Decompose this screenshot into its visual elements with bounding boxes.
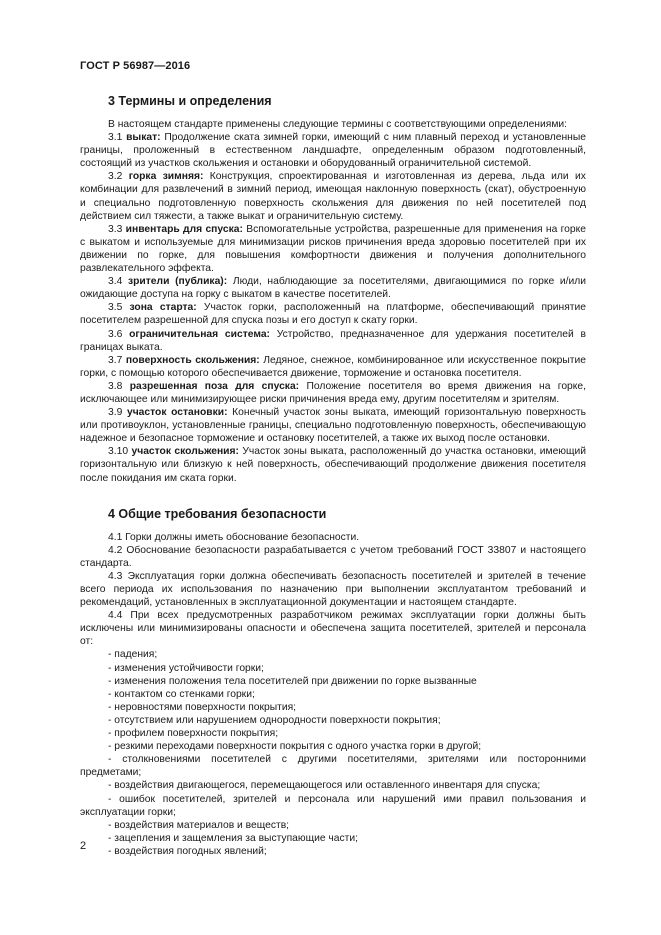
term-text: Участок зоны выката, расположенный до участка остановки, имеющий горизонтальную или близкую к ней поверхность, обеспечивающий продолжение движения посетителя после покидания им ската горки. bbox=[80, 446, 586, 484]
paragraph: 4.4 При всех предусмотренных разработчиком режимах эксплуатации горки должны быть исключены или минимизированы опасности и обеспечена защита посетителей, зрителей и персонала от: bbox=[80, 610, 586, 648]
page-number: 2 bbox=[80, 840, 87, 852]
list-item: - столкновениями посетителей с другими посетителями, зрителями или посторонними предметами; bbox=[80, 754, 586, 779]
list-item: - отсутствием или нарушением однородности поверхности покрытия; bbox=[108, 714, 441, 726]
term-name: инвентарь для спуска: bbox=[125, 223, 243, 235]
term-number: 3.4 bbox=[108, 276, 123, 288]
term-name: разрешенная поза для спуска: bbox=[129, 380, 300, 392]
list-item: - изменения устойчивости горки; bbox=[108, 662, 264, 674]
term-number: 3.1 bbox=[108, 132, 123, 144]
term-name: поверхность скольжения: bbox=[125, 354, 260, 366]
term-text: Люди, наблюдающие за посетителями, двигающимися по горке и/или ожидающие доступа на горку с выкатом в качестве посетителей. bbox=[80, 276, 586, 301]
hazard-list bbox=[80, 648, 586, 858]
term-name: выкат: bbox=[126, 132, 161, 144]
term-text: Положение посетителя во время движения на горке, исключающее или минимизирующее риски причинения вреда ему, другим посетителям и зрителям. bbox=[80, 380, 586, 405]
term-text: Конструкция, спроектированная и изготовленная из дерева, льда или их комбинации для развлечений в зимний период, имеющая наклонную поверхность (скат), обустроенную и специально подготовленную поверхность скольжения для движения по ней посетителей под действием сил тяжести, а также выкат и ограничительную систему. bbox=[80, 171, 586, 222]
term-definition bbox=[80, 354, 586, 380]
term-text: Устройство, предназначенное для удержания посетителей в границах выката. bbox=[80, 328, 586, 353]
term-number: 3.5 bbox=[108, 302, 123, 314]
section-3-title: 3 Термины и определения bbox=[108, 94, 272, 108]
term-text: Продолжение ската зимней горки, имеющий с ним плавный переход и установленные границы, проложенный в естественном ландшафте, определенным образом подготовленный, состоящий из участков скольжения и остановки и оборудованный ограничительной системой. bbox=[80, 132, 586, 170]
list-item: - падения; bbox=[108, 649, 158, 661]
term-number: 3.3 bbox=[108, 223, 123, 235]
paragraph: 4.2 Обоснование безопасности разрабатывается с учетом требований ГОСТ 33807 и настоящего стандарта. bbox=[80, 544, 586, 569]
term-number: 3.2 bbox=[108, 171, 123, 183]
term-definition bbox=[80, 445, 586, 484]
list-item: - ошибок посетителей, зрителей и персонала или нарушений ими правил пользования и эксплуатации горки; bbox=[80, 793, 586, 818]
list-item: - воздействия погодных явлений; bbox=[108, 845, 267, 857]
term-name: участок остановки: bbox=[126, 407, 228, 419]
list-item: - контактом со стенками горки; bbox=[108, 688, 255, 700]
term-number: 3.10 bbox=[108, 446, 129, 458]
term-text: Конечный участок зоны выката, имеющий горизонтальную поверхность или противоуклон, установленные границы, специально подготовленную поверхность, обеспечивающую надежное и безопасное торможение и остановку посетителей, а также их выход после остановки. bbox=[80, 407, 586, 445]
list-item: - воздействия материалов и веществ; bbox=[108, 819, 290, 831]
term-definition bbox=[80, 328, 586, 354]
term-definition bbox=[80, 223, 586, 275]
list-item: - неровностями поверхности покрытия; bbox=[108, 701, 297, 713]
page-content bbox=[80, 94, 586, 858]
term-name: участок скольжения: bbox=[131, 446, 239, 458]
section-4-title: 4 Общие требования безопасности bbox=[108, 506, 327, 521]
list-item: - изменения положения тела посетителей при движении по горке вызванные bbox=[108, 675, 477, 687]
term-definition bbox=[80, 170, 586, 222]
term-definition bbox=[80, 380, 586, 406]
term-definition bbox=[80, 131, 586, 170]
term-number: 3.7 bbox=[108, 354, 123, 366]
paragraph: 4.3 Эксплуатация горки должна обеспечивать безопасность посетителей и зрителей в течение всего периода их использования по назначению при выполнении эксплуатантом требований и рекомендаций, установленных в эксплуатационной документации и настоящем стандарте. bbox=[80, 570, 586, 609]
term-text: Участок горки, расположенный на платформе, обеспечивающий принятие посетителем разрешенной для спуска позы и его доступ к скату горки. bbox=[80, 302, 586, 327]
term-number: 3.9 bbox=[108, 407, 123, 419]
term-text: Вспомогательные устройства, разрешенные для применения на горке с выкатом и используемые для минимизации рисков причинения вреда здоровью посетителей при их движении по горке, для повышения комфортности движения и получения дополнительного развлекательного эффекта. bbox=[80, 223, 586, 275]
term-name: ограничительная система: bbox=[129, 328, 270, 340]
term-definition bbox=[80, 301, 586, 327]
list-item: - воздействия двигающегося, перемещающегося или оставленного инвентаря для спуска; bbox=[108, 780, 541, 792]
term-name: горка зимняя: bbox=[128, 171, 204, 183]
paragraph: 4.1 Горки должны иметь обоснование безопасности. bbox=[108, 531, 360, 543]
term-definition bbox=[80, 406, 586, 445]
section-3-intro: В настоящем стандарте применены следующие термины с соответствующими определениями: bbox=[108, 119, 568, 130]
list-item: - резкими переходами поверхности покрытия с одного участка горки в другой; bbox=[108, 741, 482, 753]
term-text: Ледяное, снежное, комбинированное или искусственное покрытие горки, с помощью которого обеспечивается движение, торможение и остановка посетителя. bbox=[80, 354, 587, 379]
term-name: зрители (публика): bbox=[128, 276, 228, 288]
term-definition bbox=[80, 275, 586, 301]
list-item: - зацепления и защемления за выступающие части; bbox=[108, 832, 358, 844]
document-header: ГОСТ Р 56987—2016 bbox=[80, 60, 191, 72]
list-item: - профилем поверхности покрытия; bbox=[108, 728, 279, 740]
term-name: зона старта: bbox=[129, 302, 197, 314]
term-number: 3.6 bbox=[108, 328, 123, 340]
term-number: 3.8 bbox=[108, 380, 123, 392]
